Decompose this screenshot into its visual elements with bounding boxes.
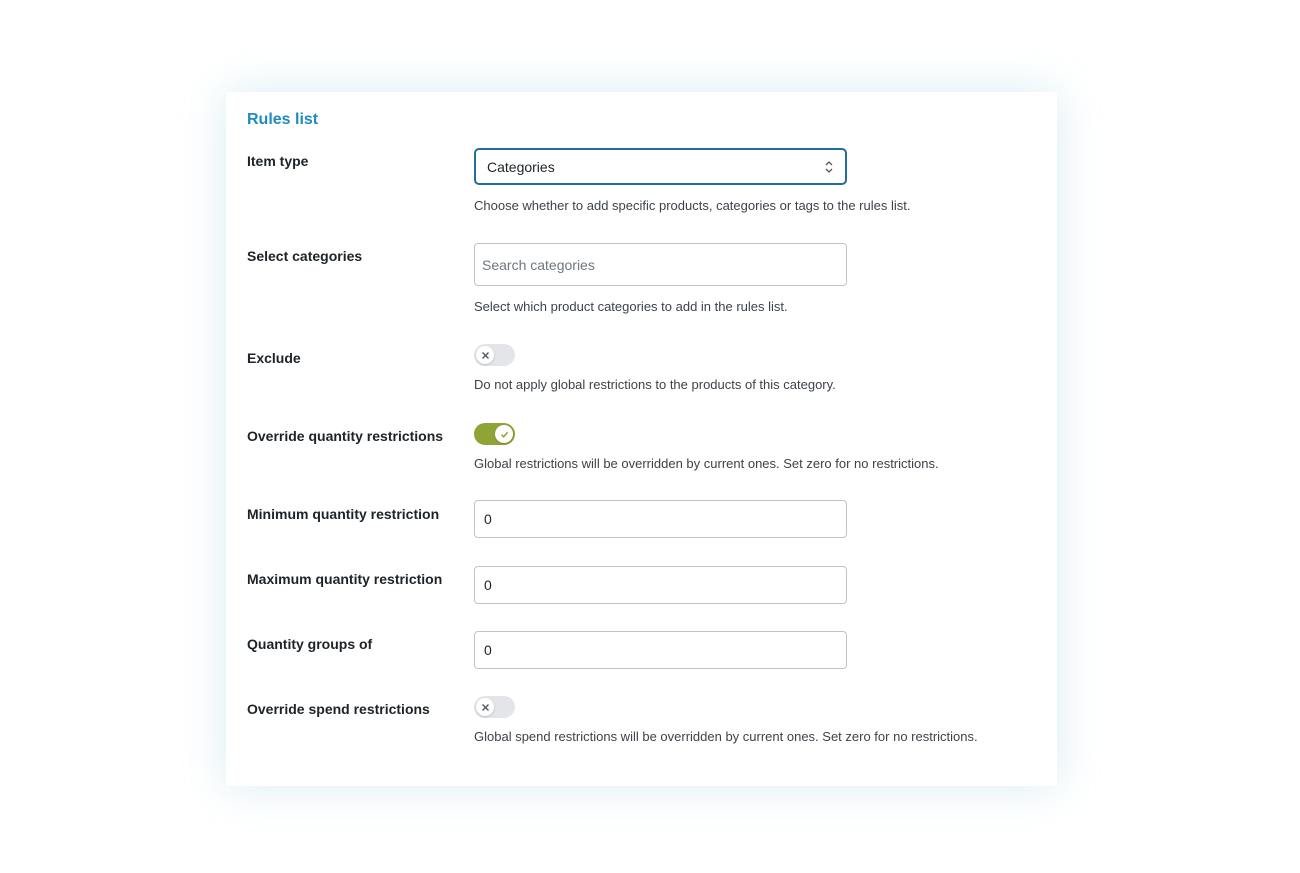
max-quantity-value: 0: [484, 577, 492, 593]
chevron-updown-icon: [823, 159, 835, 175]
check-icon: [500, 430, 509, 439]
max-quantity-label: Maximum quantity restriction: [247, 571, 443, 587]
exclude-toggle[interactable]: [474, 344, 515, 366]
min-quantity-value: 0: [484, 511, 492, 527]
item-type-label: Item type: [247, 153, 309, 169]
search-categories-placeholder: Search categories: [482, 256, 595, 273]
min-quantity-input[interactable]: [474, 500, 847, 538]
exclude-label: Exclude: [247, 350, 301, 366]
override-spend-toggle[interactable]: [474, 696, 515, 718]
item-type-select[interactable]: [474, 148, 847, 185]
quantity-groups-label: Quantity groups of: [247, 636, 373, 652]
toggle-knob: [476, 698, 494, 716]
override-spend-label: Override spend restrictions: [247, 701, 430, 717]
item-type-help: Choose whether to add specific products, categories or tags to the rules list.: [474, 198, 911, 213]
override-quantity-label: Override quantity restrictions: [247, 428, 444, 444]
override-spend-help: Global spend restrictions will be overridden by current ones. Set zero for no restrictions.: [474, 729, 978, 744]
select-categories-help: Select which product categories to add in the rules list.: [474, 299, 788, 314]
panel-title: Rules list: [247, 111, 319, 128]
override-quantity-help: Global restrictions will be overridden by current ones. Set zero for no restrictions.: [474, 456, 939, 471]
search-categories-input[interactable]: [474, 243, 847, 286]
toggle-knob: [476, 346, 494, 364]
exclude-help: Do not apply global restrictions to the products of this category.: [474, 377, 836, 392]
min-quantity-label: Minimum quantity restriction: [247, 506, 440, 522]
rules-list-panel: [226, 92, 1057, 786]
x-icon: [481, 703, 490, 712]
quantity-groups-input[interactable]: [474, 631, 847, 669]
select-categories-label: Select categories: [247, 248, 363, 264]
item-type-value: Categories: [487, 158, 555, 175]
toggle-knob: [495, 425, 513, 443]
override-quantity-toggle[interactable]: [474, 423, 515, 445]
x-icon: [481, 351, 490, 360]
quantity-groups-value: 0: [484, 642, 492, 658]
max-quantity-input[interactable]: [474, 566, 847, 604]
